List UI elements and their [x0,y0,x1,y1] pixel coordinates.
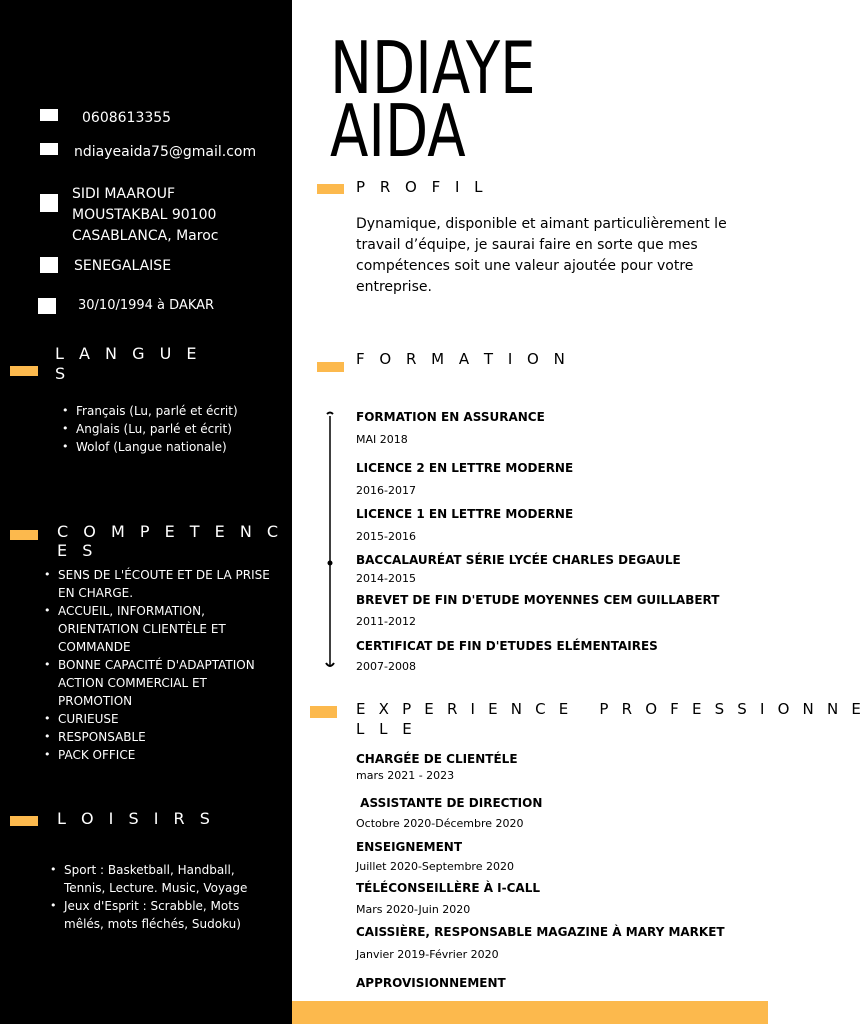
formation-item-date: 2007-2008 [356,660,416,673]
list-item: • ACCUEIL, INFORMATION, ORIENTATION CLIENTÈLE ET COMMANDE [40,602,270,656]
last-name: NDIAYE [330,26,536,110]
flag-icon [40,257,58,273]
formation-item-date: 2015-2016 [356,530,416,543]
profil-title: P R O F I L [356,178,488,196]
list-item: • Jeux d'Esprit : Scrabble, Mots mêlés, mots fléchés, Sudoku) [46,897,261,933]
email-address: ndiayeaida75@gmail.com [74,144,257,160]
experience-item-title: ASSISTANTE DE DIRECTION [356,796,543,810]
list-item: • Anglais (Lu, parlé et écrit) [58,420,278,438]
bottom-accent-bar [292,1001,768,1024]
loisirs-accent [10,816,38,826]
experience-title-line-1: E X P E R I E N C E P R O F E S S I O N N E [356,700,865,718]
birth-info: 30/10/1994 à DAKAR [78,298,215,313]
home-icon [40,194,58,212]
formation-item-title: BREVET DE FIN D'ETUDE MOYENNES CEM GUILLABERT [356,593,720,607]
formation-accent [317,362,344,372]
formation-title: F O R M A T I O N [356,350,570,368]
formation-item-date: 2016-2017 [356,484,416,497]
main-content [292,0,865,1024]
formation-item-date: 2014-2015 [356,572,416,585]
formation-item-date: 2011-2012 [356,615,416,628]
loisirs-list [46,861,261,933]
address-line-1: SIDI MAAROUF [72,186,176,202]
formation-item-title: CERTIFICAT DE FIN D'ETUDES ELÉMENTAIRES [356,639,658,653]
profil-accent [317,184,344,194]
competences-title: C O M P E T E N C E S [57,522,284,560]
experience-title-line-2: L L E [356,720,417,738]
experience-item-title: CAISSIÈRE, RESPONSABLE MAGAZINE À MARY MARKET [356,925,725,939]
list-item: • Français (Lu, parlé et écrit) [58,402,278,420]
formation-item-title: LICENCE 2 EN LETTRE MODERNE [356,461,574,475]
experience-accent [310,706,337,718]
list-item: • CURIEUSE [40,710,270,728]
sidebar [0,0,292,1024]
phone-number: 0608613355 [82,110,172,126]
langues-title-line-1: L A N G U E [55,344,202,363]
timeline-line [322,408,338,673]
experience-item-date: Octobre 2020-Décembre 2020 [356,817,524,830]
phone-icon [40,109,58,121]
list-item: • RESPONSABLE [40,728,270,746]
nationality: SENEGALAISE [74,258,172,274]
formation-item-title: FORMATION EN ASSURANCE [356,410,545,424]
experience-item-date: Janvier 2019-Février 2020 [356,948,499,961]
experience-item-title: CHARGÉE DE CLIENTÉLE [356,752,518,766]
competences-accent [10,530,38,540]
list-item: • Wolof (Langue nationale) [58,438,278,456]
loisirs-title: L O I S I R S [57,809,215,828]
experience-item-date: Juillet 2020-Septembre 2020 [356,860,514,873]
profil-text: Dynamique, disponible et aimant particulièrement le travail d’équipe, je saurai faire en sorte que mes compétences soit une valeur ajoutée pour votre entreprise. [356,216,727,295]
competences-list [40,566,270,764]
calendar-icon [38,298,56,314]
formation-item-title: LICENCE 1 EN LETTRE MODERNE [356,507,574,521]
list-item: • BONNE CAPACITÉ D'ADAPTATION ACTION COMMERCIAL ET PROMOTION [40,656,270,710]
email-icon [40,143,58,155]
langues-title-line-2: S [55,364,71,383]
list-item: • SENS DE L'ÉCOUTE ET DE LA PRISE EN CHARGE. [40,566,270,602]
experience-item-date: mars 2021 - 2023 [356,769,455,782]
experience-item-title: ENSEIGNEMENT [356,840,463,854]
langues-accent [10,366,38,376]
formation-item-date: MAI 2018 [356,433,408,446]
address-line-2: MOUSTAKBAL 90100 [72,207,217,223]
experience-item-date: Mars 2020-Juin 2020 [356,903,471,916]
address-line-3: CASABLANCA, Maroc [72,228,219,244]
list-item: • Sport : Basketball, Handball, Tennis, Lecture. Music, Voyage [46,861,261,897]
experience-item-title: APPROVISIONNEMENT [356,976,506,990]
experience-item-title: TÉLÉCONSEILLÈRE À I-CALL [356,881,540,895]
first-name: AIDA [330,89,466,173]
formation-item-title: BACCALAURÉAT SÉRIE LYCÉE CHARLES DEGAULE [356,553,681,567]
list-item: • PACK OFFICE [40,746,270,764]
langues-list [58,402,278,456]
